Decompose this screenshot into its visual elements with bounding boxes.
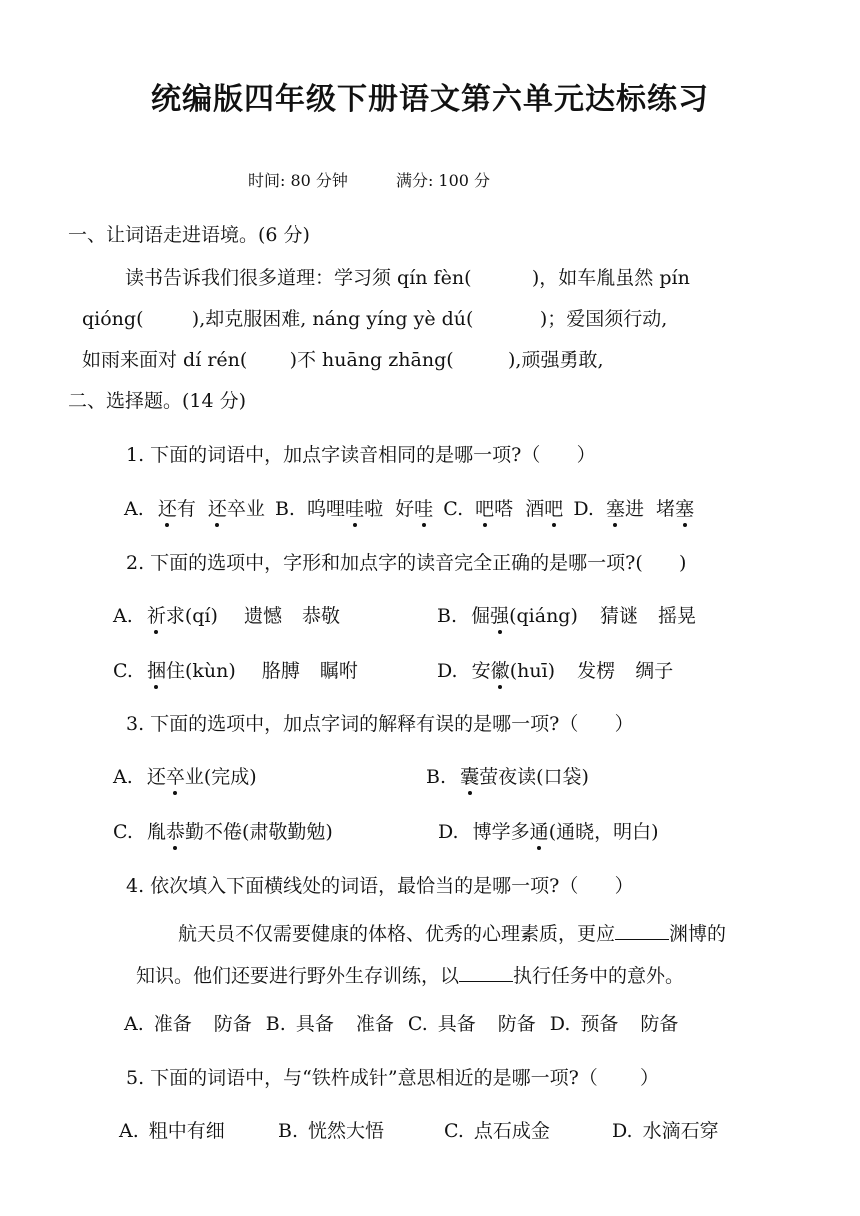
q2-a-word-3: 恭敬 bbox=[302, 605, 341, 627]
q4-option-b-word-1: 具备 bbox=[295, 1013, 334, 1035]
q3-b-rest: 萤夜读(口袋) bbox=[479, 766, 589, 788]
q2-b-dot-char: 强 bbox=[490, 605, 510, 627]
q1-c-word-2-pre: 酒 bbox=[525, 498, 545, 520]
q4-passage-line-1 bbox=[178, 919, 726, 946]
q2-option-d-label: D. bbox=[437, 660, 458, 682]
q1-option-d-label: D. bbox=[573, 498, 594, 520]
q3-c-dot-char: 恭 bbox=[165, 821, 185, 843]
exam-meta bbox=[248, 168, 490, 191]
q3-option-c-label: C. bbox=[113, 821, 133, 843]
q4-passage-1-a: 航天员不仅需要健康的体格、优秀的心理素质，更应 bbox=[178, 923, 616, 945]
q4-passage-2-a: 知识。他们还要进行野外生存训练，以 bbox=[136, 965, 460, 987]
q3-b-dot-char: 囊 bbox=[460, 766, 480, 788]
q4-option-a-word-2: 防备 bbox=[213, 1013, 252, 1035]
q4-option-b-label: B. bbox=[265, 1013, 286, 1035]
q3-c-pre: 胤 bbox=[146, 821, 166, 843]
q4-passage-line-2 bbox=[136, 961, 684, 988]
q3-option-b bbox=[426, 762, 589, 789]
q3-option-d bbox=[438, 817, 659, 844]
q5-option-c-label: C. bbox=[444, 1120, 464, 1142]
q2-d-word-3: 绸子 bbox=[635, 660, 674, 682]
q2-d-word-2: 发楞 bbox=[577, 660, 616, 682]
q4-passage-2-b: 执行任务中的意外。 bbox=[513, 965, 685, 987]
q5-option-d-label: D. bbox=[612, 1120, 633, 1142]
q1-d-word-1: 进 bbox=[624, 498, 644, 520]
q2-a-word-1: 求(qí) bbox=[165, 605, 218, 627]
q1-b-word-1-pre: 呜哩 bbox=[307, 498, 346, 520]
q5-option-a-label: A. bbox=[119, 1120, 139, 1142]
q1-a-word-2: 卒业 bbox=[226, 498, 265, 520]
q1-option-c-label: C. bbox=[443, 498, 464, 520]
q2-option-b-label: B. bbox=[437, 605, 458, 627]
q1-c-dot-char-2: 吧 bbox=[544, 498, 564, 520]
q4-option-b-word-2: 准备 bbox=[355, 1013, 394, 1035]
section-1-heading: 一、让词语走进语境。(6 分) bbox=[68, 224, 310, 246]
q1-a-dot-char-2: 还 bbox=[207, 498, 227, 520]
q1-c-word-1: 嗒 bbox=[494, 498, 514, 520]
q4-blank-2 bbox=[459, 980, 513, 982]
q2-c-word-1: 住(kùn) bbox=[165, 660, 236, 682]
question-1-options bbox=[124, 494, 694, 521]
q3-option-b-label: B. bbox=[426, 766, 447, 788]
q4-option-a-label: A. bbox=[124, 1013, 144, 1035]
q1-b-word-2-pre: 好 bbox=[395, 498, 415, 520]
q3-d-pre: 博学多 bbox=[472, 821, 530, 843]
q2-b-word-3: 摇晃 bbox=[658, 605, 697, 627]
q1-a-word-1: 有 bbox=[176, 498, 196, 520]
q5-option-b-label: B. bbox=[278, 1120, 299, 1142]
q5-option-b bbox=[278, 1116, 384, 1143]
page-title: 统编版四年级下册语文第六单元达标练习 bbox=[151, 82, 709, 117]
q1-d-dot-char-2: 塞 bbox=[675, 498, 695, 520]
q2-d-word-1-pre: 安 bbox=[471, 660, 491, 682]
section-1-line-3: 如雨来面对 dí rén( )不 huāng zhāng( ),顽强勇敢, bbox=[82, 349, 604, 371]
q2-c-dot-char: 捆 bbox=[146, 660, 166, 682]
q4-option-c-word-2: 防备 bbox=[497, 1013, 536, 1035]
q1-a-dot-char: 还 bbox=[157, 498, 177, 520]
q5-option-a bbox=[119, 1116, 225, 1143]
q3-d-dot-char: 通 bbox=[529, 821, 549, 843]
q2-option-c bbox=[113, 656, 358, 683]
q3-option-d-label: D. bbox=[438, 821, 459, 843]
full-score: 满分: 100 分 bbox=[395, 171, 491, 190]
q1-b-word-1-post: 啦 bbox=[364, 498, 384, 520]
q2-a-word-2: 遗憾 bbox=[243, 605, 282, 627]
q5-option-c bbox=[444, 1116, 550, 1143]
q2-c-word-2: 胳膊 bbox=[261, 660, 300, 682]
q5-option-d bbox=[612, 1116, 719, 1143]
q4-passage-1-b: 渊博的 bbox=[669, 923, 727, 945]
section-2-heading: 二、选择题。(14 分) bbox=[68, 390, 247, 412]
q2-option-d bbox=[437, 656, 673, 683]
q2-option-a-label: A. bbox=[113, 605, 133, 627]
q1-d-dot-char: 塞 bbox=[605, 498, 625, 520]
q3-option-c bbox=[113, 817, 333, 844]
q2-option-c-label: C. bbox=[113, 660, 133, 682]
q5-option-a-text: 粗中有细 bbox=[148, 1120, 225, 1142]
question-2-stem: 2. 下面的选项中，字形和加点字的读音完全正确的是哪一项?( ) bbox=[126, 552, 687, 574]
q1-c-dot-char: 吧 bbox=[475, 498, 495, 520]
q5-option-d-text: 水滴石穿 bbox=[642, 1120, 719, 1142]
q2-d-dot-char: 徽 bbox=[490, 660, 510, 682]
q1-d-word-2-pre: 堵 bbox=[656, 498, 676, 520]
q2-d-word-1-rest: (huī) bbox=[509, 660, 556, 682]
q3-a-dot-char: 卒 bbox=[165, 766, 185, 788]
q3-a-rest: 业(完成) bbox=[184, 766, 257, 788]
q4-option-d-word-2: 防备 bbox=[640, 1013, 679, 1035]
q3-option-a-label: A. bbox=[113, 766, 133, 788]
time-limit: 时间: 80 分钟 bbox=[248, 171, 348, 190]
question-4-stem: 4. 依次填入下面横线处的词语，最恰当的是哪一项?（ ） bbox=[126, 875, 634, 897]
section-1-line-1: 读书告诉我们很多道理：学习须 qín fèn( )，如车胤虽然 pín bbox=[125, 267, 690, 289]
section-1-line-2: qióng( ),却克服困难, náng yíng yè dú( )；爱国须行动, bbox=[82, 308, 668, 330]
q4-option-c-word-1: 具备 bbox=[437, 1013, 476, 1035]
q3-option-a bbox=[113, 762, 257, 789]
question-1-stem: 1. 下面的词语中，加点字读音相同的是哪一项?（ ） bbox=[126, 444, 596, 466]
q5-option-b-text: 恍然大悟 bbox=[308, 1120, 385, 1142]
q2-c-word-3: 瞩咐 bbox=[319, 660, 358, 682]
q4-option-d-label: D. bbox=[549, 1013, 571, 1035]
q2-a-dot-char: 祈 bbox=[146, 605, 166, 627]
question-3-stem: 3. 下面的选项中，加点字词的解释有误的是哪一项?（ ） bbox=[126, 713, 634, 735]
q1-option-b-label: B. bbox=[274, 498, 295, 520]
q4-blank-1 bbox=[615, 938, 669, 940]
q3-c-rest: 勤不倦(肃敬勤勉) bbox=[184, 821, 333, 843]
q1-b-dot-char: 哇 bbox=[345, 498, 365, 520]
q1-option-a-label: A. bbox=[124, 498, 144, 520]
q2-b-word-2: 猜谜 bbox=[599, 605, 638, 627]
q2-b-word-1-rest: (qiáng) bbox=[509, 605, 578, 627]
q2-b-word-1-pre: 倔 bbox=[471, 605, 491, 627]
q4-option-c-label: C. bbox=[407, 1013, 428, 1035]
q2-option-b bbox=[437, 601, 696, 628]
q3-d-rest: (通晓，明白) bbox=[548, 821, 659, 843]
q4-option-a-word-1: 准备 bbox=[153, 1013, 192, 1035]
q2-option-a bbox=[113, 601, 340, 628]
q4-options bbox=[124, 1009, 678, 1036]
q5-option-c-text: 点石成金 bbox=[473, 1120, 550, 1142]
q4-option-d-word-1: 预备 bbox=[580, 1013, 619, 1035]
q1-b-dot-char-2: 哇 bbox=[414, 498, 434, 520]
q3-a-pre: 还 bbox=[146, 766, 166, 788]
question-5-stem: 5. 下面的词语中，与“铁杵成针”意思相近的是哪一项?（ ） bbox=[126, 1067, 660, 1089]
